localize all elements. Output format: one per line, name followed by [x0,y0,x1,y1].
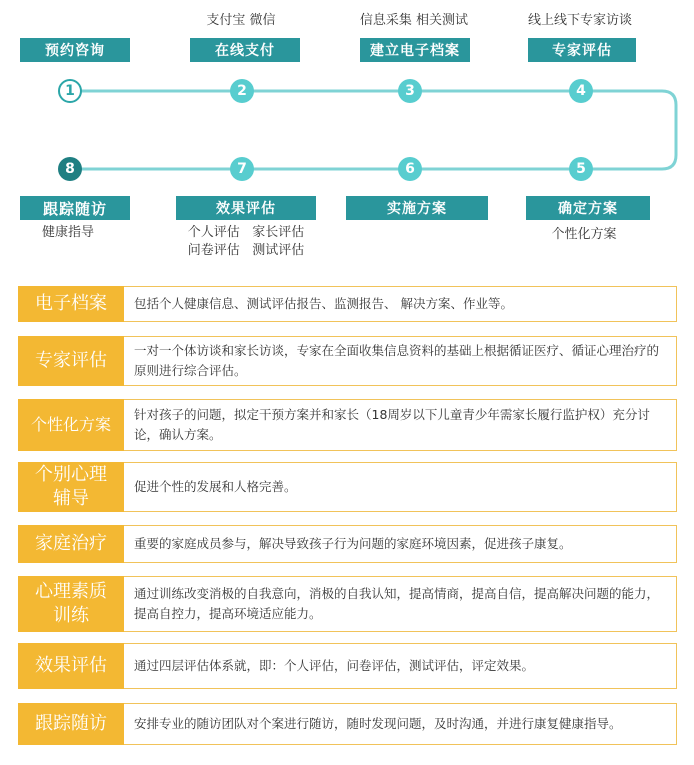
step-number-2: 2 [230,79,254,103]
step-number-8: 8 [58,157,82,181]
step-label-3: 建立电子档案 [360,38,470,62]
service-row-4 [18,462,677,512]
step-note-7-line-2: 问卷评估 测试评估 [187,243,305,258]
service-desc: 针对孩子的问题，拟定干预方案并和家长（18周岁以下儿童青少年需家长履行监护权）充分讨论，确认方案。 [124,399,677,451]
service-title: 专家评估 [18,336,124,386]
step-number-3: 3 [398,79,422,103]
step-label-7: 效果评估 [176,196,316,220]
service-desc: 安排专业的随访团队对个案进行随访，随时发现问题，及时沟通，并进行康复健康指导。 [124,703,677,745]
service-desc: 通过四层评估体系就，即：个人评估，问卷评估，测试评估，评定效果。 [124,643,677,689]
step-note-7-line-1: 个人评估 家长评估 [187,225,305,240]
service-row-3 [18,399,677,451]
step-label-2: 在线支付 [190,38,300,62]
service-row-7 [18,643,677,689]
service-row-8 [18,703,677,745]
service-title: 个别心理辅导 [18,462,124,512]
service-title: 电子档案 [18,286,124,322]
service-title: 心理素质训练 [18,576,124,632]
step-number-4: 4 [569,79,593,103]
step-number-7: 7 [230,157,254,181]
service-title: 家庭治疗 [18,525,124,563]
step-label-6: 实施方案 [346,196,488,220]
service-row-2 [18,336,677,386]
step-label-8: 跟踪随访 [20,196,130,220]
step-note-4: 线上线下专家访谈 [527,13,632,28]
service-desc: 重要的家庭成员参与，解决导致孩子行为问题的家庭环境因素，促进孩子康复。 [124,525,677,563]
service-title: 个性化方案 [18,399,124,451]
step-note-8: 健康指导 [41,225,94,240]
step-number-6: 6 [398,157,422,181]
service-desc: 包括个人健康信息、测试评估报告、监测报告、 解决方案、作业等。 [124,286,677,322]
service-row-1 [18,286,677,322]
step-number-5: 5 [569,157,593,181]
step-label-1: 预约咨询 [20,38,130,62]
step-label-4: 专家评估 [528,38,636,62]
step-number-1: 1 [58,79,82,103]
service-row-6 [18,576,677,632]
step-note-5: 个性化方案 [551,227,617,242]
service-title: 效果评估 [18,643,124,689]
service-desc: 一对一个体访谈和家长访谈，专家在全面收集信息资料的基础上根据循证医疗、循证心理治疗的原则进行综合评估。 [124,336,677,386]
step-label-5: 确定方案 [526,196,650,220]
service-row-5 [18,525,677,563]
service-title: 跟踪随访 [18,703,124,745]
service-desc: 通过训练改变消极的自我意向，消极的自我认知，提高情商，提高自信，提高解决问题的能力，提高自控力，提高环境适应能力。 [124,576,677,632]
step-note-2: 支付宝 微信 [206,13,276,28]
step-note-3: 信息采集 相关测试 [359,13,469,28]
service-desc: 促进个性的发展和人格完善。 [124,462,677,512]
